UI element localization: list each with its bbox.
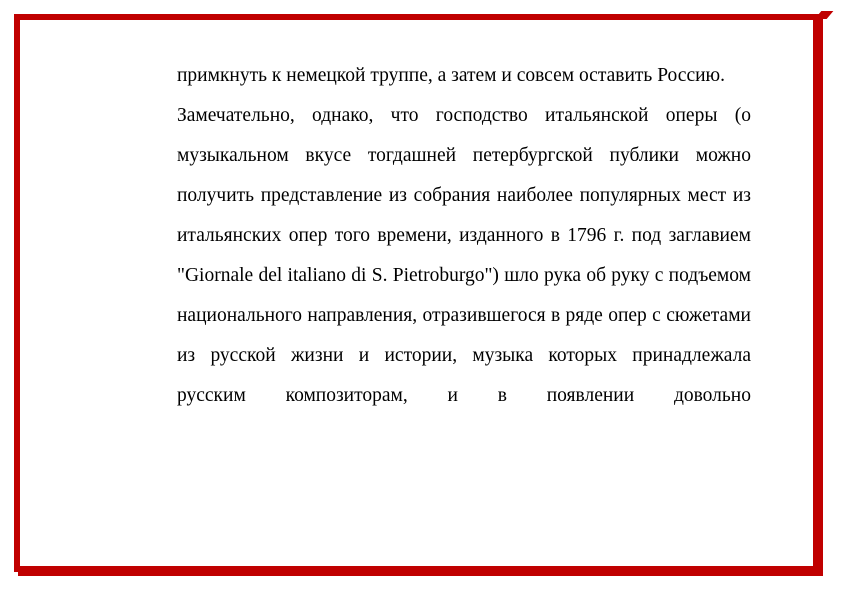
paragraph: Замечательно, однако, что господство итальянской оперы (о музыкальном вкусе тогдашней петербургской публики можно получить представление из собрания наиболее популярных мест из итальянских опер того времени, изданного в 1796 г. под заглавием "Giornale del italiano di S. Pietroburgo") шло рука об руку с подъемом национального направления, отразившегося в ряде опер с сюжетами из русской жизни и истории, музыка которых принадлежала русским композиторам, и в появлении довольно [177,105,751,406]
paragraph: примкнуть к немецкой труппе, а затем и совсем оставить Россию. [177,65,725,86]
page-border-corner [815,11,834,19]
document-text [177,56,751,416]
